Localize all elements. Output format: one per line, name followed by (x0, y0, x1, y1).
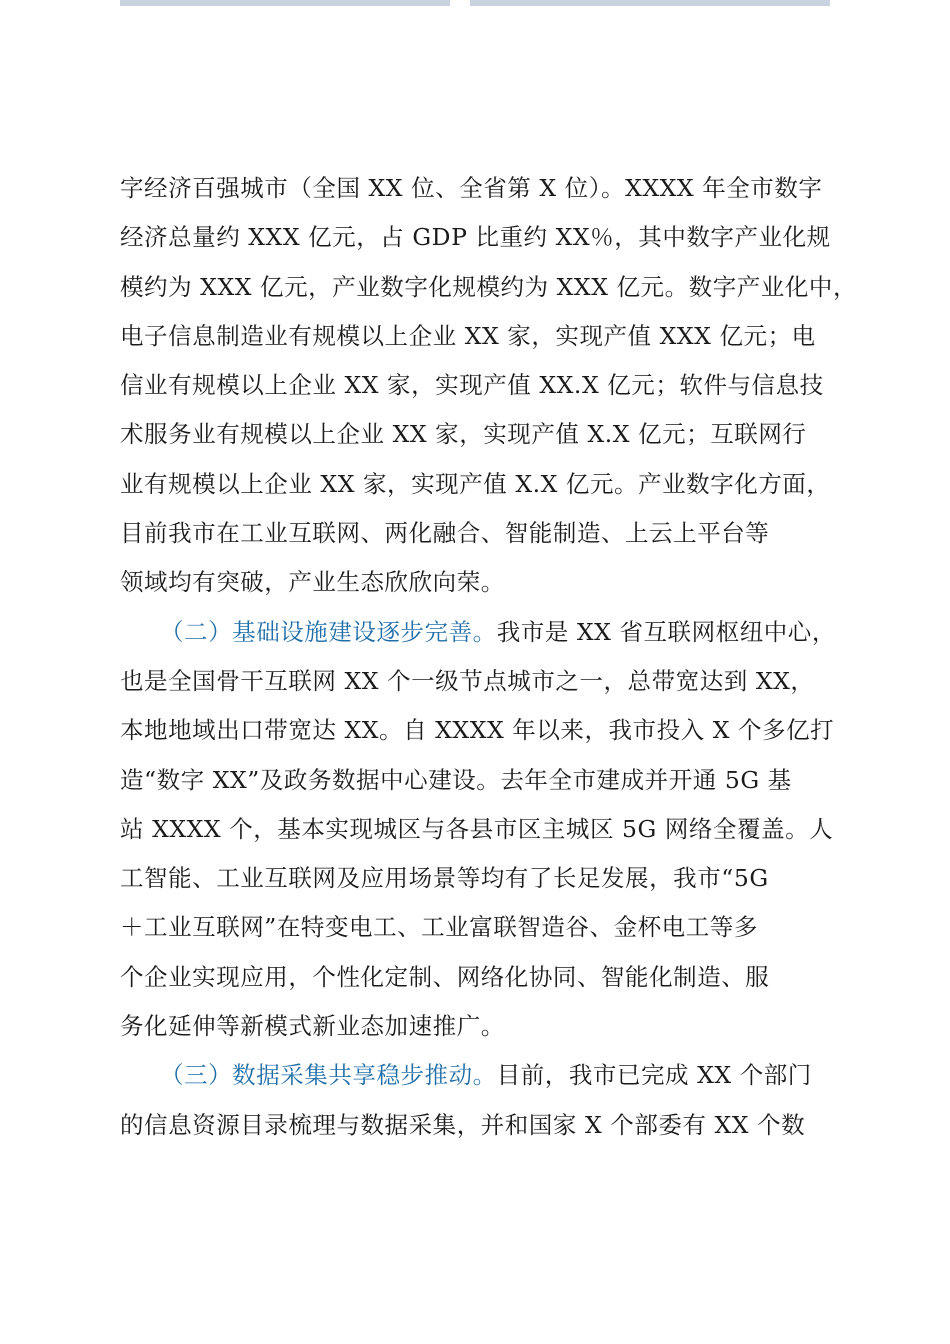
text-line: 目前我市在工业互联网、两化融合、智能制造、上云上平台等 (120, 519, 770, 548)
text-line: 也是全国骨干互联网 XX 个一级节点城市之一，总带宽达到 XX， (120, 666, 815, 695)
text-line: 工智能、工业互联网及应用场景等均有了长足发展，我市“5G (120, 864, 769, 893)
text-line: 本地地域出口带宽达 XX。自 XXXX 年以来，我市投入 X 个多亿打 (120, 716, 835, 745)
document-page (120, 164, 858, 1150)
section-heading: （三）数据采集共享稳步推动。 (160, 1061, 497, 1090)
text-line: 的信息资源目录梳理与数据采集，并和国家 X 个部委有 XX 个数 (120, 1110, 806, 1139)
paragraph-digital-economy (120, 164, 858, 608)
text-line: 造“数字 XX”及政务数据中心建设。去年全市建成并开通 5G 基 (120, 765, 792, 794)
page-top-rule (0, 0, 950, 8)
text-line: 信业有规模以上企业 XX 家，实现产值 XX.X 亿元；软件与信息技 (120, 371, 824, 400)
text-line: 字经济百强城市（全国 XX 位、全省第 X 位）。XXXX 年全市数字 (120, 174, 823, 202)
text-line: 模约为 XXX 亿元，产业数字化规模约为 XXX 亿元。数字产业化中， (120, 272, 858, 301)
paragraph-infrastructure (120, 608, 835, 1052)
text-line: 个企业实现应用，个性化定制、网络化协同、智能化制造、服 (120, 962, 770, 991)
text-run: 我市是 XX 省互联网枢纽中心， (496, 617, 836, 646)
top-rule-right-bar (470, 0, 830, 6)
paragraph-data-collection (120, 1051, 835, 1150)
paragraph-first-line (120, 608, 835, 657)
text-line: 务化延伸等新模式新业态加速推广。 (120, 1012, 505, 1041)
text-run: 目前，我市已完成 XX 个部门 (496, 1061, 812, 1090)
section-heading: （二）基础设施建设逐步完善。 (160, 617, 497, 646)
text-line: ＋工业互联网”在特变电工、工业富联智造谷、金杯电工等多 (120, 913, 758, 942)
text-line: 业有规模以上企业 XX 家，实现产值 X.X 亿元。产业数字化方面， (120, 469, 831, 498)
paragraph-first-line (120, 1051, 835, 1100)
top-rule-left-bar (120, 0, 450, 6)
text-line: 术服务业有规模以上企业 XX 家，实现产值 X.X 亿元；互联网行 (120, 420, 807, 449)
text-line: 领域均有突破，产业生态欣欣向荣。 (120, 568, 505, 597)
text-line: 经济总量约 XXX 亿元，占 GDP 比重约 XX％，其中数字产业化规 (120, 223, 831, 252)
text-line: 电子信息制造业有规模以上企业 XX 家，实现产值 XXX 亿元；电 (120, 321, 816, 350)
text-line: 站 XXXX 个，基本实现城区与各县市区主城区 5G 网络全覆盖。人 (120, 814, 834, 843)
